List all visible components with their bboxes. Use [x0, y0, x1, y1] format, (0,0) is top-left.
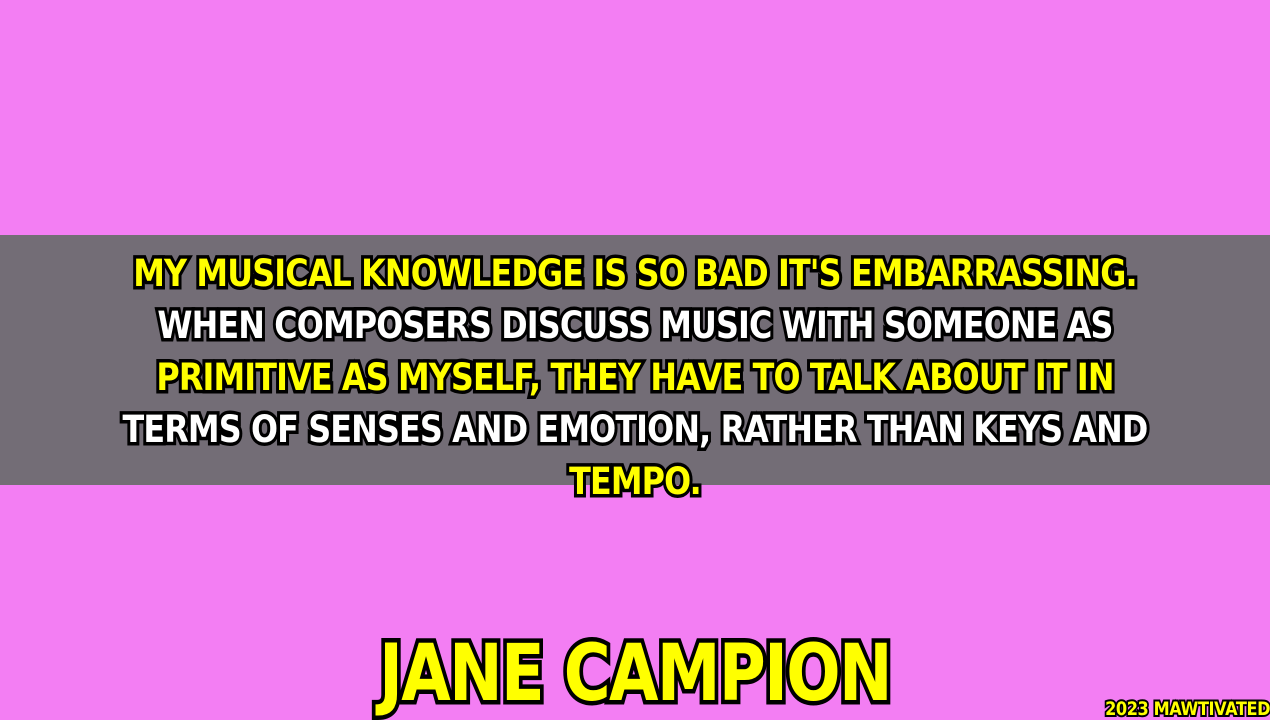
quote-line: MY MUSICAL KNOWLEDGE IS SO BAD IT'S EMBARRASSING. — [133, 252, 1137, 295]
watermark: 2023 MAWTIVATED — [1105, 698, 1270, 720]
quote-line: TEMPO. — [569, 460, 701, 503]
quote-text — [0, 248, 1270, 508]
quote-line: WHEN COMPOSERS DISCUSS MUSIC WITH SOMEONE AS — [157, 304, 1113, 347]
author-name: JANE CAMPION — [379, 629, 891, 719]
quote-line: TERMS OF SENSES AND EMOTION, RATHER THAN KEYS AND — [122, 408, 1148, 451]
quote-line: PRIMITIVE AS MYSELF, THEY HAVE TO TALK ABOUT IT IN — [156, 356, 1114, 399]
